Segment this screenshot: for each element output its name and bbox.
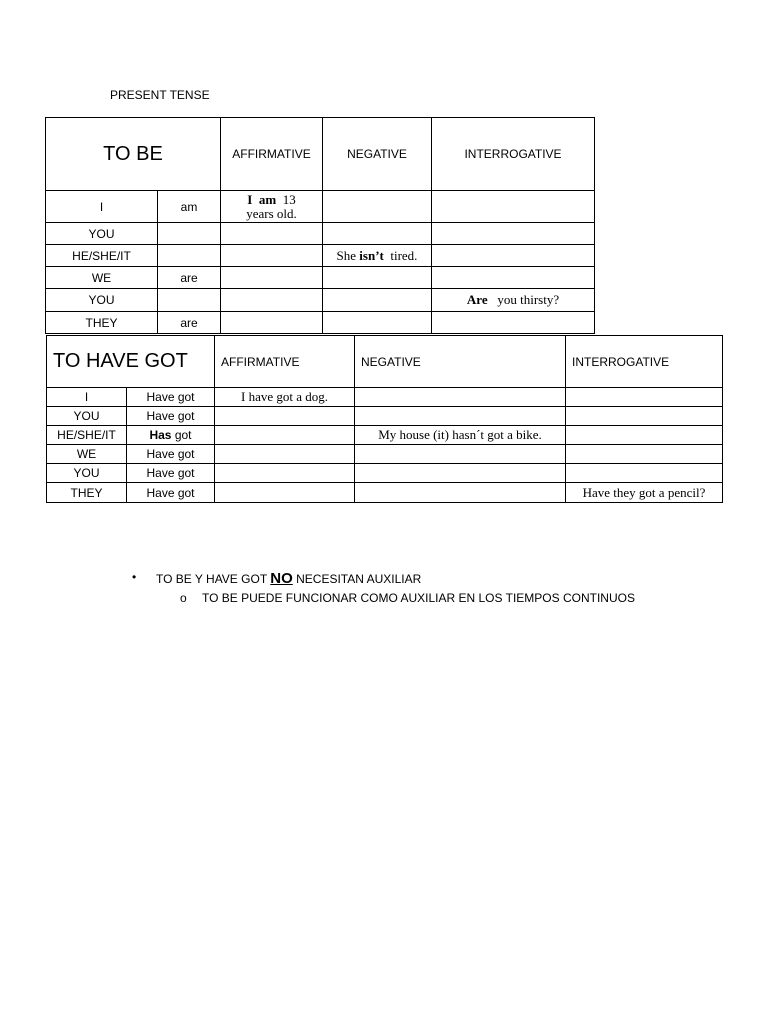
interrogative-cell bbox=[566, 445, 723, 464]
negative-cell bbox=[355, 483, 566, 503]
pronoun-cell: THEY bbox=[46, 312, 158, 334]
affirmative-cell bbox=[221, 312, 323, 334]
negative-cell: My house (it) hasn´t got a bike. bbox=[355, 426, 566, 445]
table-row bbox=[47, 464, 723, 483]
pronoun-cell: I bbox=[46, 191, 158, 223]
have-got-table bbox=[46, 335, 723, 503]
verb-cell: Have got bbox=[127, 445, 215, 464]
verb-bold: Has bbox=[149, 428, 172, 442]
column-header-negative: NEGATIVE bbox=[323, 118, 432, 191]
affirmative-cell bbox=[215, 407, 355, 426]
to-be-table bbox=[45, 117, 595, 334]
verb-cell bbox=[158, 245, 221, 267]
affirmative-cell bbox=[221, 289, 323, 312]
affirmative-cell bbox=[215, 464, 355, 483]
interrogative-cell bbox=[566, 464, 723, 483]
interrogative-cell bbox=[432, 267, 595, 289]
column-header-affirmative: AFFIRMATIVE bbox=[215, 336, 355, 388]
verb-cell bbox=[127, 426, 215, 445]
negative-cell bbox=[355, 388, 566, 407]
have-got-heading: TO HAVE GOT bbox=[47, 336, 215, 388]
interrogative-cell bbox=[432, 223, 595, 245]
negative-cell bbox=[355, 464, 566, 483]
example-rest: years old. bbox=[246, 205, 297, 221]
pronoun-cell: YOU bbox=[47, 464, 127, 483]
table-row bbox=[46, 267, 595, 289]
verb-cell: Have got bbox=[127, 407, 215, 426]
table-row bbox=[46, 312, 595, 334]
interrogative-cell bbox=[566, 407, 723, 426]
example-verb: Are bbox=[466, 292, 488, 307]
verb-cell: Have got bbox=[127, 483, 215, 503]
affirmative-cell bbox=[215, 426, 355, 445]
interrogative-cell bbox=[432, 289, 595, 312]
table-row bbox=[47, 445, 723, 464]
note-text: TO BE PUEDE FUNCIONAR COMO AUXILIAR EN LOS TIEMPOS CONTINUOS bbox=[202, 591, 635, 605]
column-header-affirmative: AFFIRMATIVE bbox=[221, 118, 323, 191]
pronoun-cell: WE bbox=[47, 445, 127, 464]
table-row bbox=[47, 407, 723, 426]
verb-cell: are bbox=[158, 267, 221, 289]
verb-cell bbox=[158, 289, 221, 312]
pronoun-cell: THEY bbox=[47, 483, 127, 503]
column-header-interrogative: INTERROGATIVE bbox=[566, 336, 723, 388]
example-verb: am bbox=[258, 191, 277, 207]
note-emphasis: NO bbox=[270, 570, 293, 587]
example-rest: tired. bbox=[390, 247, 418, 263]
affirmative-cell bbox=[215, 483, 355, 503]
page-title: PRESENT TENSE bbox=[110, 88, 210, 102]
table-row bbox=[47, 388, 723, 407]
negative-cell bbox=[323, 223, 432, 245]
to-be-heading: TO BE bbox=[46, 118, 221, 191]
pronoun-cell: WE bbox=[46, 267, 158, 289]
negative-cell bbox=[355, 407, 566, 426]
affirmative-cell bbox=[221, 245, 323, 267]
sub-bullet-icon: o bbox=[180, 591, 187, 605]
negative-cell bbox=[323, 289, 432, 312]
pronoun-cell: HE/SHE/IT bbox=[47, 426, 127, 445]
negative-cell bbox=[323, 191, 432, 223]
table-row bbox=[46, 223, 595, 245]
table-row bbox=[47, 483, 723, 503]
verb-cell: Have got bbox=[127, 464, 215, 483]
affirmative-cell bbox=[221, 191, 323, 223]
verb-cell bbox=[158, 223, 221, 245]
example-verb: isn’t bbox=[359, 247, 384, 263]
example-number: 13 bbox=[282, 191, 296, 207]
negative-cell bbox=[355, 445, 566, 464]
pronoun-cell: YOU bbox=[46, 223, 158, 245]
interrogative-cell bbox=[432, 312, 595, 334]
affirmative-cell bbox=[221, 223, 323, 245]
verb-cell: Have got bbox=[127, 388, 215, 407]
pronoun-cell: HE/SHE/IT bbox=[46, 245, 158, 267]
column-header-negative: NEGATIVE bbox=[355, 336, 566, 388]
negative-cell bbox=[323, 245, 432, 267]
bullet-icon: • bbox=[132, 570, 137, 584]
example-rest: you thirsty? bbox=[497, 292, 560, 307]
affirmative-cell bbox=[221, 267, 323, 289]
interrogative-cell bbox=[432, 191, 595, 223]
pronoun-cell: YOU bbox=[46, 289, 158, 312]
verb-rest: got bbox=[174, 428, 192, 442]
interrogative-cell bbox=[566, 426, 723, 445]
affirmative-cell bbox=[215, 445, 355, 464]
note-text-start: TO BE Y HAVE GOT bbox=[156, 572, 267, 586]
negative-cell bbox=[323, 312, 432, 334]
note-text bbox=[156, 570, 421, 587]
interrogative-cell: Have they got a pencil? bbox=[566, 483, 723, 503]
interrogative-cell bbox=[566, 388, 723, 407]
verb-cell: am bbox=[158, 191, 221, 223]
negative-cell bbox=[323, 267, 432, 289]
table-row bbox=[46, 245, 595, 267]
pronoun-cell: I bbox=[47, 388, 127, 407]
column-header-interrogative: INTERROGATIVE bbox=[432, 118, 595, 191]
table-row bbox=[47, 426, 723, 445]
pronoun-cell: YOU bbox=[47, 407, 127, 426]
table-row bbox=[46, 191, 595, 223]
affirmative-cell: I have got a dog. bbox=[215, 388, 355, 407]
note-text-end: NECESITAN AUXILIAR bbox=[296, 572, 422, 586]
example-subject: I bbox=[247, 191, 253, 207]
table-row bbox=[46, 289, 595, 312]
interrogative-cell bbox=[432, 245, 595, 267]
example-subject: She bbox=[336, 247, 357, 263]
verb-cell: are bbox=[158, 312, 221, 334]
